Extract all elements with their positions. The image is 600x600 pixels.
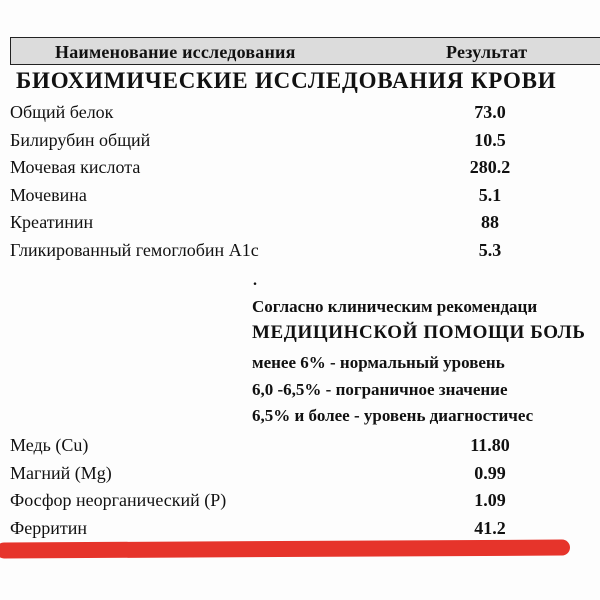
table-row — [0, 463, 600, 491]
test-name: Гликированный гемоглобин A1c — [10, 240, 259, 260]
test-name: Мочевина — [10, 185, 87, 205]
test-name: Ферритин — [10, 518, 87, 538]
test-result: 10.5 — [474, 130, 506, 150]
table-row — [0, 435, 600, 463]
test-name: Креатинин — [10, 212, 94, 232]
test-name: Мочевая кислота — [10, 157, 141, 177]
column-header-result: Результат — [446, 42, 528, 62]
note-line: менее 6% - нормальный уровень — [252, 353, 505, 372]
section-title: БИОХИМИЧЕСКИЕ ИССЛЕДОВАНИЯ КРОВИ — [16, 68, 557, 93]
test-result: 88 — [481, 212, 499, 232]
red-underline-annotation — [0, 539, 570, 558]
note-line: 6,5% и более - уровень диагностичес — [252, 406, 534, 425]
test-name: Общий белок — [10, 102, 114, 122]
note-line: Согласно клиническим рекомендаци — [252, 297, 538, 316]
test-result: 280.2 — [469, 157, 511, 177]
test-result: 73.0 — [474, 102, 506, 122]
test-name: Медь (Cu) — [10, 435, 89, 455]
note-bullet: . — [253, 272, 257, 289]
test-result: 5.3 — [478, 240, 502, 260]
column-header-test-name: Наименование исследования — [55, 42, 296, 62]
test-result: 0.99 — [474, 463, 506, 483]
table-row — [0, 490, 600, 518]
test-name: Магний (Mg) — [10, 463, 112, 483]
table-row — [0, 212, 600, 240]
note-line: 6,0 -6,5% - пограничное значение — [252, 380, 508, 399]
table-row — [0, 240, 600, 268]
test-name: Фосфор неорганический (P) — [10, 490, 227, 510]
note-line: МЕДИЦИНСКОЙ ПОМОЩИ БОЛЬ — [252, 322, 586, 343]
test-result: 1.09 — [474, 490, 506, 510]
table-row — [0, 130, 600, 158]
test-result: 11.80 — [470, 435, 510, 455]
table-row — [0, 102, 600, 130]
table-row — [0, 185, 600, 213]
table-row — [0, 157, 600, 185]
test-result: 41.2 — [474, 518, 506, 538]
test-result: 5.1 — [478, 185, 502, 205]
table-header — [10, 37, 600, 65]
test-name: Билирубин общий — [10, 130, 151, 150]
